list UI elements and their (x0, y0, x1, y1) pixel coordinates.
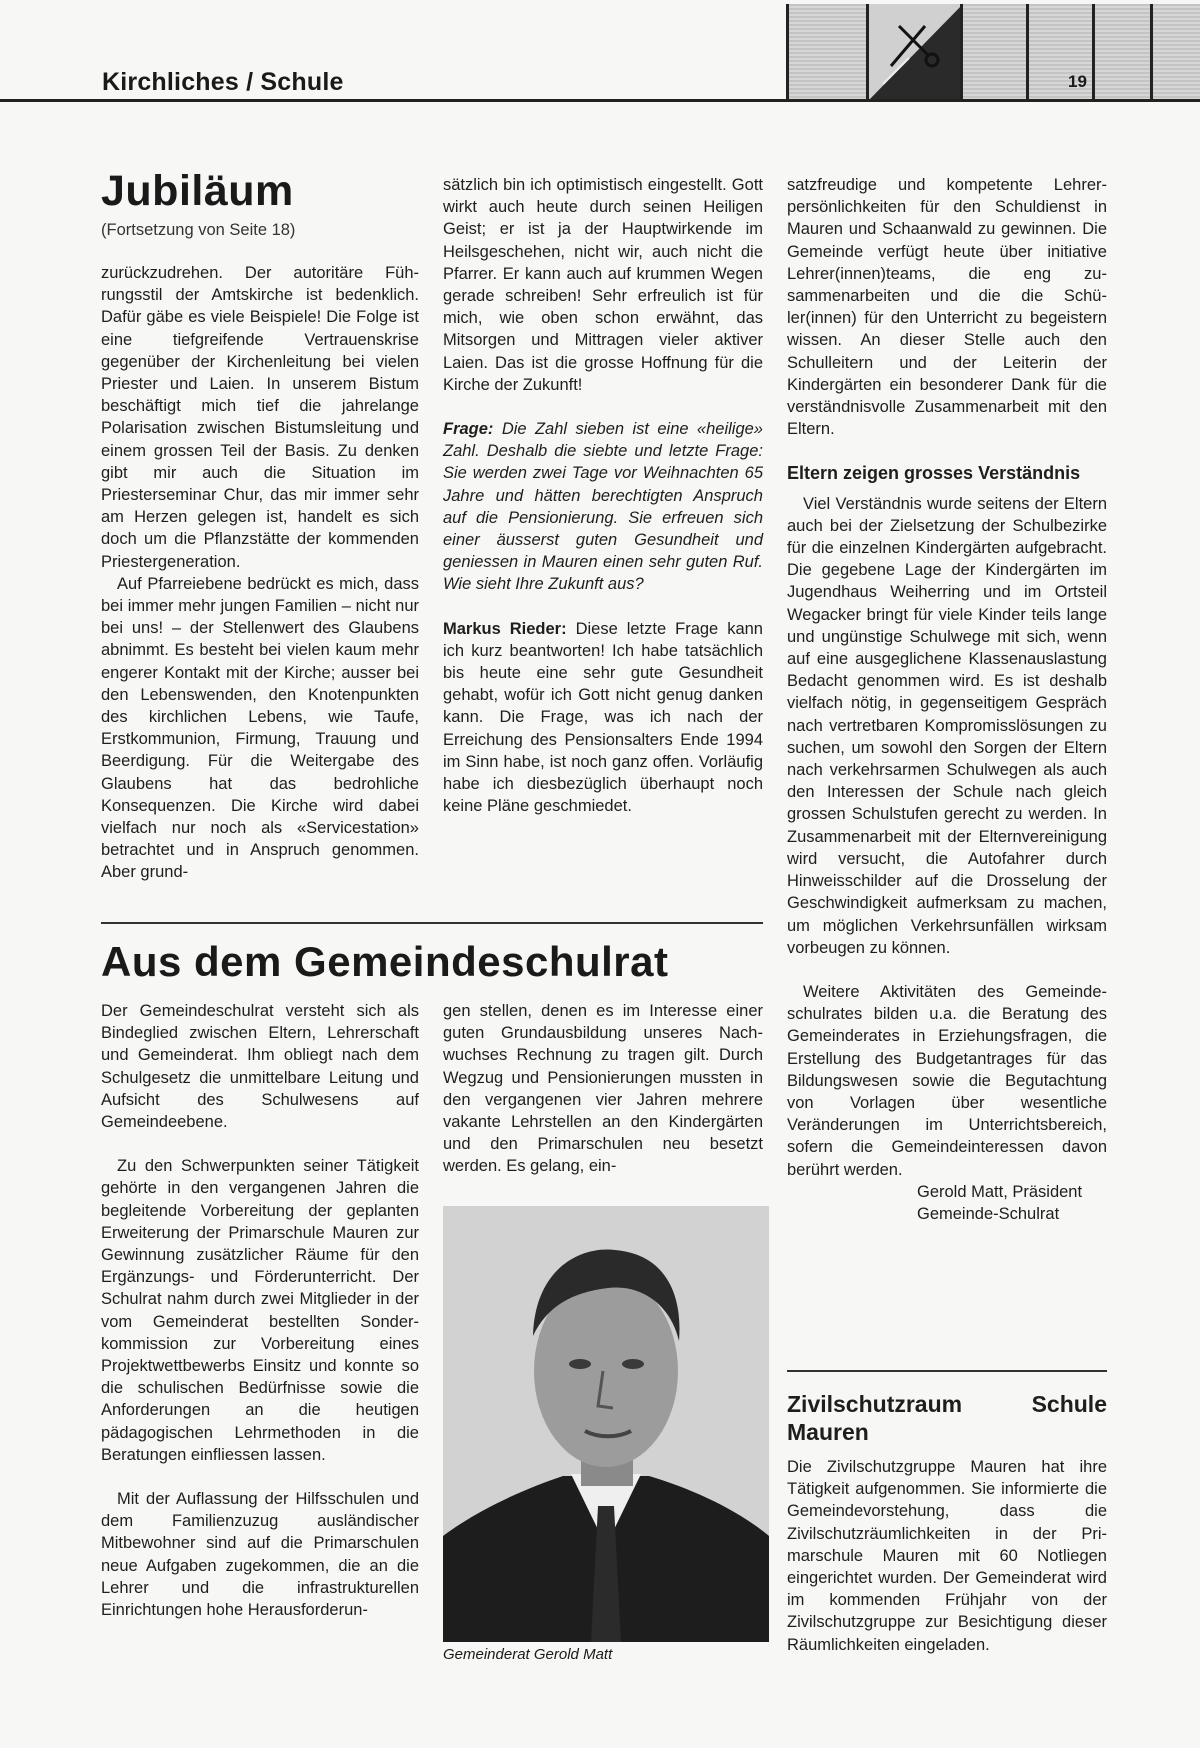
paragraph: Auf Pfarreiebene bedrückt es mich, dass bei immer mehr jungen Familien – nicht nur bei uns! – der Stellenwert des Glaubens abnimmt. Es besteht bei vielen kaum mehr engerer Kontakt mit der Kirche; ausser bei den Lebenswenden, den Knotenpunkten des kirchlichen Lebens, wie Taufe, Erstkommunion, Firmung, Trauung und Beerdigung. Für die Weitergabe des Glaubens hat das bedrohliche Konsequenzen. Die Kirche wird dabei vielfach nur noch als «Servicestation» betrachtet und in Anspruch genommen. Aber grund- (101, 574, 419, 882)
paragraph: Zu den Schwerpunkten seiner Tätigkeit gehörte in den vergangenen Jahren die begleitende Vorbereitung der geplanten Erweiterung der Primarschule Mauren zur Gewinnung zusätzlicher Räume für den Ergänzungs- und Förderunterricht. Der Schulrat nahm durch zwei Mitglieder in der vom Gemeinderat bestellten Sonderkommission zur Vorbereitung eines Projektwettbewerbs Einsitz und konnte so die schulischen Bedürfnisse sowie die Anforderungen an die heutigen pädagogischen Lehrmethoden in die Beratungen einfliessen lassen. (101, 1157, 419, 1464)
jubilaeum-title: Jubiläum (101, 167, 294, 215)
header-cell (1092, 4, 1150, 100)
answer-text: Diese letzte Frage kann ich kurz beantworten! Ich habe tatsächlich bis heute eine sehr gute Gesundheit gehabt, wofür ich Gott nicht genug danken kann. Die Frage, was ich nach der Erreichung des Pensionsalters Ende 1994 im Sinn habe, ist noch ganz offen. Vorläufig habe ich diesbezüglich überhaupt noch keine Pläne geschmiedet. (443, 619, 763, 816)
answer-paragraph (443, 618, 763, 818)
page-number: 19 (1068, 72, 1087, 91)
paragraph: sätzlich bin ich optimistisch eingestellt. Gott wirkt auch heute durch seinen Heiligen Geist; er ist ja der Hauptwirkende im Heilsgeschehen, nicht wir, auch nicht die Pfarrer. Er kann auch auf krummen Wegen gerade schreiben! Sehr erfreulich ist für mich, wie oben schon erwähnt, das Mitsorgen und Mittragen vieler aktiver Laien. Das ist die grosse Hoffnung für die Kirche der Zukunft! (443, 176, 763, 394)
photo-caption: Gemeinderat Gerold Matt (443, 1646, 613, 1663)
section-divider (787, 1370, 1107, 1372)
jubilaeum-column-2 (443, 174, 763, 817)
section-label: Kirchliches / Schule (102, 68, 344, 96)
zivilschutz-title: Zivilschutzraum Schule Mauren (787, 1391, 1107, 1445)
signature-name: Gerold Matt, Präsident (917, 1182, 1083, 1201)
paragraph: satzfreudige und kompetente Lehrerpersönlichkeiten für den Schuldienst in Mauren und Schaanwald zu gewinnen. Die Gemeinde verfügt heute über initiative Lehrer(innen)teams, die eng zusammenarbeiten und die die Schüler(innen) für den Unterricht zu begeistern wissen. An dieser Stelle auch den Schulleitern und der Leiterin der Kindergärten ein besonderer Dank für die verständnisvolle Zusammenarbeit mit den Eltern. (787, 176, 1107, 439)
paragraph: gen stellen, denen es im Interesse einer guten Grundausbildung unseres Nachwuchses Rechnung zu tragen gilt. Durch Wegzug und Pensionierungen mussten in den vergangenen vier Jahren mehrere vakante Lehrstellen an den Kindergärten und den Primarschulen neu besetzt werden. Es gelang, ein- (443, 1002, 763, 1176)
logo (866, 4, 960, 100)
header-cell (786, 4, 866, 100)
header-cell (1150, 4, 1200, 100)
header-cell (960, 4, 1026, 100)
paragraph: Mit der Auflassung der Hilfsschulen und dem Familienzuzug ausländischer Mitbewohner sind auf die Primarschulen neue Aufgaben zugekommen, die an die Lehrer und die infrastrukturellen Einrichtungen hohe Herausforderun- (101, 1490, 419, 1620)
zivilschutz-section (787, 1390, 1107, 1656)
paragraph: Die Zivilschutzgruppe Mauren hat ihre Tätigkeit aufgenommen. Sie informierte die Gemeindevorstehung, dass die Zivilschutzräumlichkeiten in der Primarschule Mauren mit 60 Notliegen eingerichtet wurden. Der Gemeinderat wird im kommenden Frühjahr von der Zivilschutzgruppe zur Besichtigung dieser Räumlichkeiten eingeladen. (787, 1458, 1107, 1654)
answer-label: Markus Rieder: (443, 619, 567, 638)
header-rule (0, 99, 1200, 102)
paragraph: Viel Verständnis wurde seitens der Eltern auch bei der Zielsetzung der Schulbezirke für die einzelnen Kindergärten aufgebracht. Die gegebene Lage der Kindergärten im Jugendhaus Weiherring und im Ortsteil Wegacker bringt für viele Kinder teils lange und ungünstige Schulwege mit sich, wenn auf eine ausgeglichene Klassenauslastung Bedacht genommen wird. Es ist deshalb vielfach nötig, in gegenseitigem Gespräch nach vertretbaren Kompromisslösungen zu suchen, um sowohl den Sorgen der Eltern nach verkehrsarmen Schulwegen als auch den Interessen der Schule nach gleich grossen Schulstufen gerecht zu werden. In Zusammenarbeit mit der Elternvereinigung wird versucht, die Autofahrer durch Hinweisschilder auf die Drosselung der Geschwindigkeit aufmerksam zu machen, um möglichen Verkehrsunfällen wirksam vorbeugen zu können. (787, 494, 1107, 957)
header-graphic (786, 4, 1200, 100)
portrait-photo (443, 1206, 769, 1642)
schulrat-column-1 (101, 1000, 419, 1621)
signature-role: Gemeinde-Schulrat (917, 1204, 1060, 1223)
crossed-tools-icon (869, 4, 963, 100)
paragraph: Weitere Aktivitäten des Gemeindeschulrates bilden u.a. die Beratung des Gemeinderates in Erziehungsfragen, die Erstellung des Budgetantrages für das Bildungswesen sowie die Begutachtung von Vorlagen über wesentliche Veränderungen im Unterrichtsbereich, sofern die Gemeindeinteressen davon berührt werden. (787, 982, 1107, 1179)
question-label: Frage: (443, 420, 494, 439)
question-text: Die Zahl sieben ist eine «heilige» Zahl. Deshalb die siebte und letzte Frage: Sie werden zwei Tage vor Weihnachten 65 Jahre und hätten berechtigten Anspruch auf die Pensionierung. Sie erfreuen sich einer äusserst guten Gesundheit und geniessen in Mauren einen sehr guten Ruf. Wie sieht Ihre Zukunft aus? (443, 420, 763, 594)
question-paragraph (443, 418, 763, 596)
schulrat-column-2 (443, 1000, 763, 1178)
jubilaeum-column-1 (101, 262, 419, 884)
jubilaeum-subtitle: (Fortsetzung von Seite 18) (101, 221, 296, 239)
eltern-heading: Eltern zeigen grosses Verständnis (787, 463, 1081, 484)
schulrat-column-3 (787, 174, 1107, 1225)
portrait-image (443, 1206, 769, 1642)
schulrat-title: Aus dem Gemeindeschulrat (101, 938, 669, 985)
section-divider (101, 922, 763, 924)
paragraph: zurückzudrehen. Der autoritäre Führungsstil der Amtskirche ist bedenklich. Dafür gäbe es viele Beispiele! Die Folge ist eine tiefgreifende Vertrauenskrise gegenüber der Kirchenleitung bei vielen Priester und Laien. In unserem Bistum beschäftigt mich tief die jahrelange Polarisation zwischen Bistumsleitung und einem grossen Teil der Basis. Zu denken gibt mir auch die Situation im Priesterseminar Chur, das mir immer sehr am Herzen gelegen ist, handelt es sich doch um die Pflanzstätte der kommenden Priestergeneration. (101, 264, 419, 571)
paragraph: Der Gemeindeschulrat versteht sich als Bindeglied zwischen Eltern, Lehrerschaft und Gemeinderat. Ihm obliegt nach dem Schulgesetz die unmittelbare Leitung und Aufsicht des Schulwesens auf Gemeindeebene. (101, 1002, 419, 1132)
